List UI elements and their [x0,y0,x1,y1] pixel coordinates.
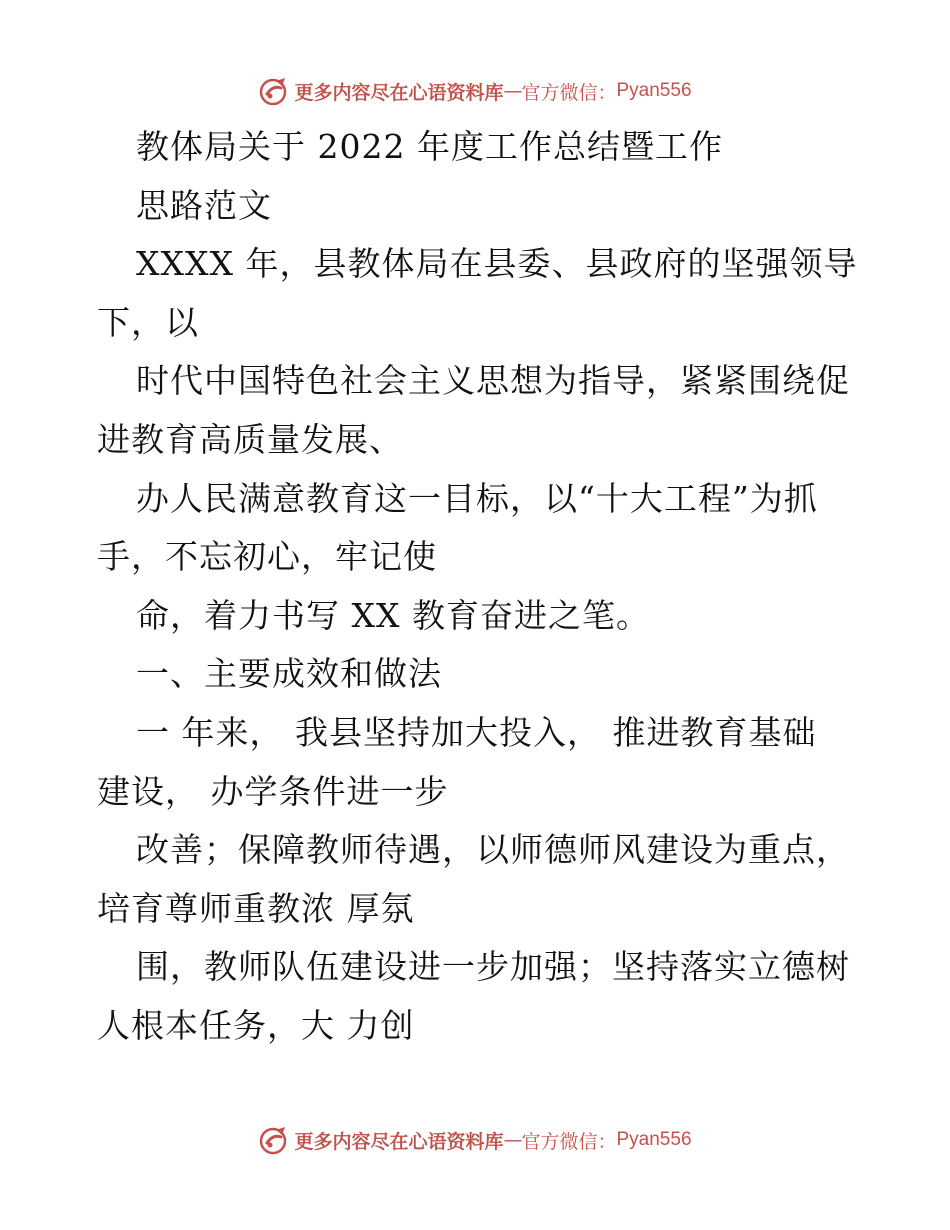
watermark-dash: — [503,80,522,102]
paragraph-line: 时代中国特色社会主义思想为指导，紧紧围绕促 [136,361,850,401]
watermark-main-text: 更多内容尽在心语资料库 [294,81,504,104]
footer-watermark [0,1120,950,1160]
document-title-line-1: 教体局关于 2022 年度工作总结暨工作 [136,127,723,166]
paragraph-line: 办人民满意教育这一目标，以“十大工程”为抓 [136,478,818,518]
watermark-main-text: 更多内容尽在心语资料库 [294,1130,504,1153]
watermark-wechat-id: Pyan556 [616,80,692,101]
paragraph-line: 围，教师队伍建设进一步加强；坚持落实立德树 [136,947,850,987]
document-title-line-2: 思路范文 [136,185,272,225]
watermark-sub-text: 官方微信： [521,81,617,104]
header-watermark [0,71,950,111]
paragraph-line: 人根本任务，大 力创 [97,1005,415,1045]
watermark-dash: — [503,1129,522,1151]
paragraph-line: 下，以 [97,302,199,342]
paragraph-line: 命，着力书写 XX 教育奋进之笔。 [136,595,650,635]
document-body [97,118,857,1056]
paragraph-line: 进教育高质量发展、 [97,419,403,459]
paragraph-line: 培育尊师重教浓 厚氛 [97,888,415,928]
section-heading: 一、主要成效和做法 [136,654,442,694]
brand-logo-icon [258,1124,290,1156]
watermark-sub-text: 官方微信： [521,1130,617,1153]
paragraph-line: XXXX 年，县教体局在县委、县政府的坚强领导 [136,244,858,284]
watermark-wechat-id: Pyan556 [616,1129,692,1150]
paragraph-line: 一 年来， 我县坚持加大投入， 推进教育基础 [136,712,817,752]
paragraph-line: 改善；保障教师待遇，以师德师风建设为重点， [136,830,850,870]
paragraph-line: 手，不忘初心，牢记使 [97,537,437,577]
brand-logo-icon [258,75,290,107]
paragraph-line: 建设， 办学条件进一步 [97,771,449,811]
